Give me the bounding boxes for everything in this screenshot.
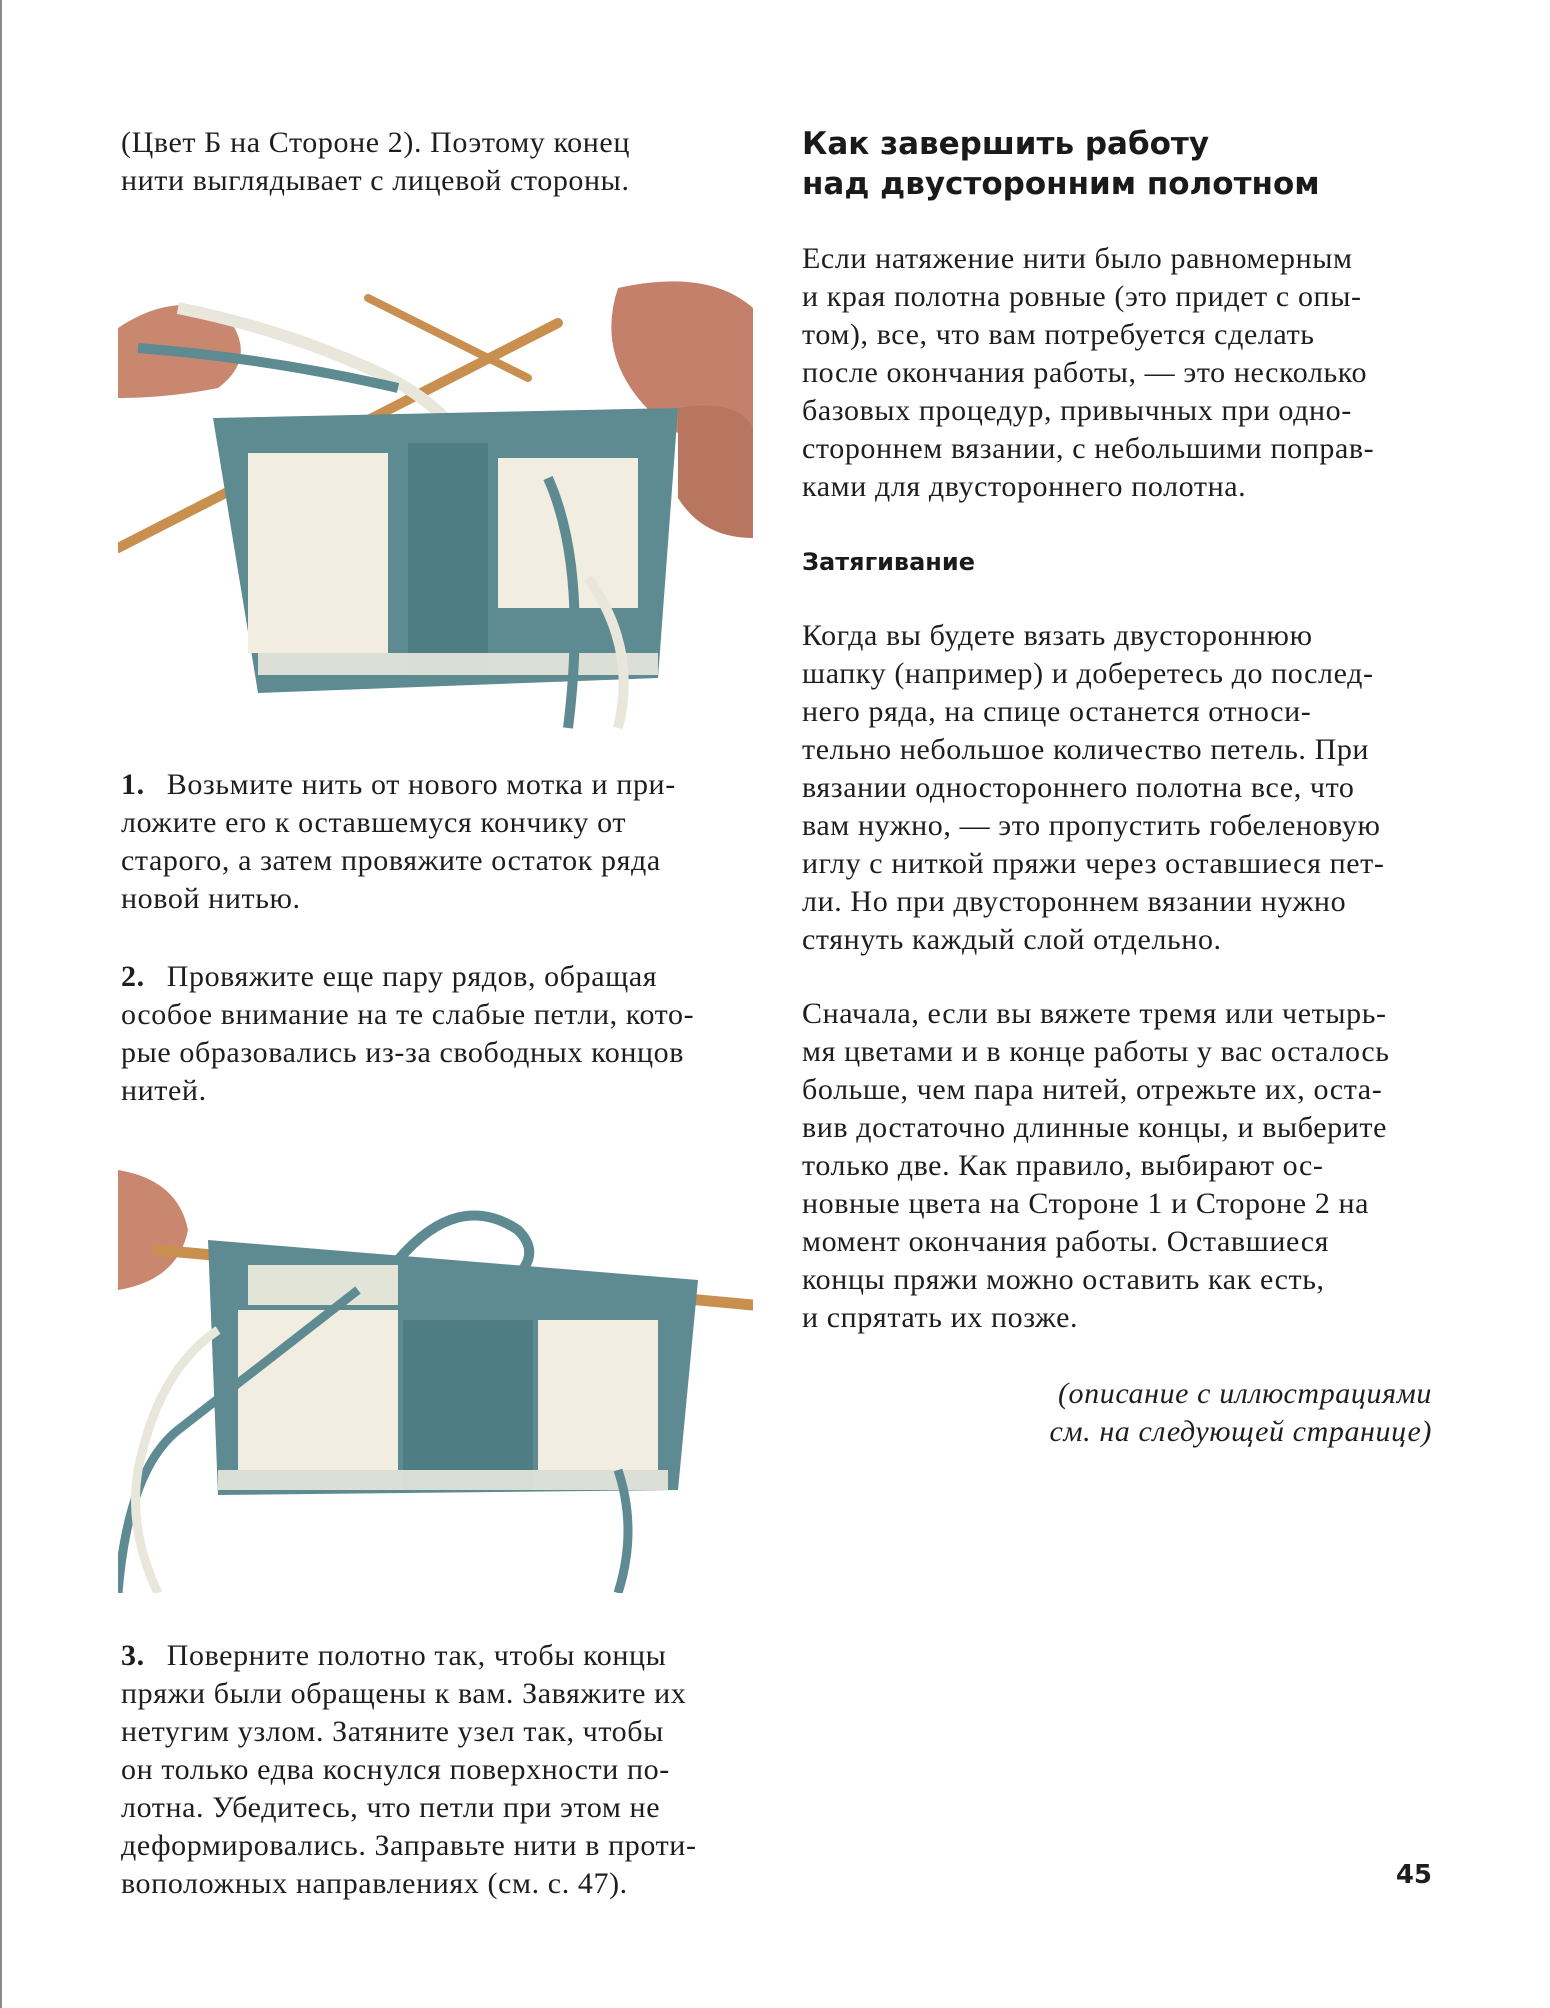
step-number: 3.: [121, 1639, 145, 1672]
photo-knitted-rows: [118, 1170, 753, 1593]
step-text: Поверните полотно так, чтобы концы пряжи были обращены к вам. Завяжите их нетугим узлом. Затяните узел так, чтобы он только едва коснулся поверхности по- лотна. Убедитесь, что петли при этом не деформировались. Заправьте нити в проти- воположных направлениях (см. с. 47).: [121, 1639, 697, 1900]
step-number: 2.: [121, 960, 145, 993]
intro-paragraph: (Цвет Б на Стороне 2). Поэтому конец нити выглядывает с лицевой стороны.: [121, 126, 630, 197]
step-2: [121, 958, 761, 1110]
step-number: 1.: [121, 768, 145, 801]
step-text: Возьмите нить от нового мотка и при- ложите его к оставшемуся кончику от старого, а затем провяжите остаток ряда новой нитью.: [121, 768, 676, 915]
step-1: [121, 766, 761, 918]
page-number: 45: [1395, 1860, 1432, 1890]
subheading: Затягивание: [802, 548, 975, 576]
continuation-note: (описание с иллюстрациями см. на следующей странице): [1049, 1377, 1432, 1448]
heading-line: Как завершить работу: [802, 126, 1210, 162]
photo-new-yarn: [118, 248, 753, 730]
step-3: [121, 1637, 761, 1903]
paragraph: Сначала, если вы вяжете тремя или четырь- мя цветами и в конце работы у вас осталось больше, чем пара нитей, отрежьте их, оста- вив достаточно длинные концы, и выберите только две. Как правило, выбирают ос- новные цвета на Стороне 1 и Стороне 2 на момент окончания работы. Оставшиеся концы пряжи можно оставить как есть, и спрятать их позже.: [802, 997, 1390, 1334]
paragraph: Когда вы будете вязать двустороннюю шапку (например) и доберетесь до послед- него ряда, на спице останется относи- тельно небольшое количество петель. При вязании одностороннего полотна все, что вам нужно, — это пропустить гобеленовую иглу с ниткой пряжи через оставшиеся пет- ли. Но при двустороннем вязании нужно стянуть каждый слой отдельно.: [802, 619, 1385, 956]
heading-line: над двусторонним полотном: [802, 166, 1320, 202]
page-edge: [0, 0, 2, 2008]
paragraph: Если натяжение нити было равномерным и края полотна ровные (это придет с опы- том), все, что вам потребуется сделать после окончания работы, — это несколько базовых процедур, привычных при одно- стороннем вязании, с небольшими поправ- ками для двустороннего полотна.: [802, 242, 1375, 503]
section-heading: [802, 124, 1442, 204]
step-text: Провяжите еще пару рядов, обращая особое внимание на те слабые петли, кото- рые образовались из-за свободных концов нитей.: [121, 960, 695, 1107]
